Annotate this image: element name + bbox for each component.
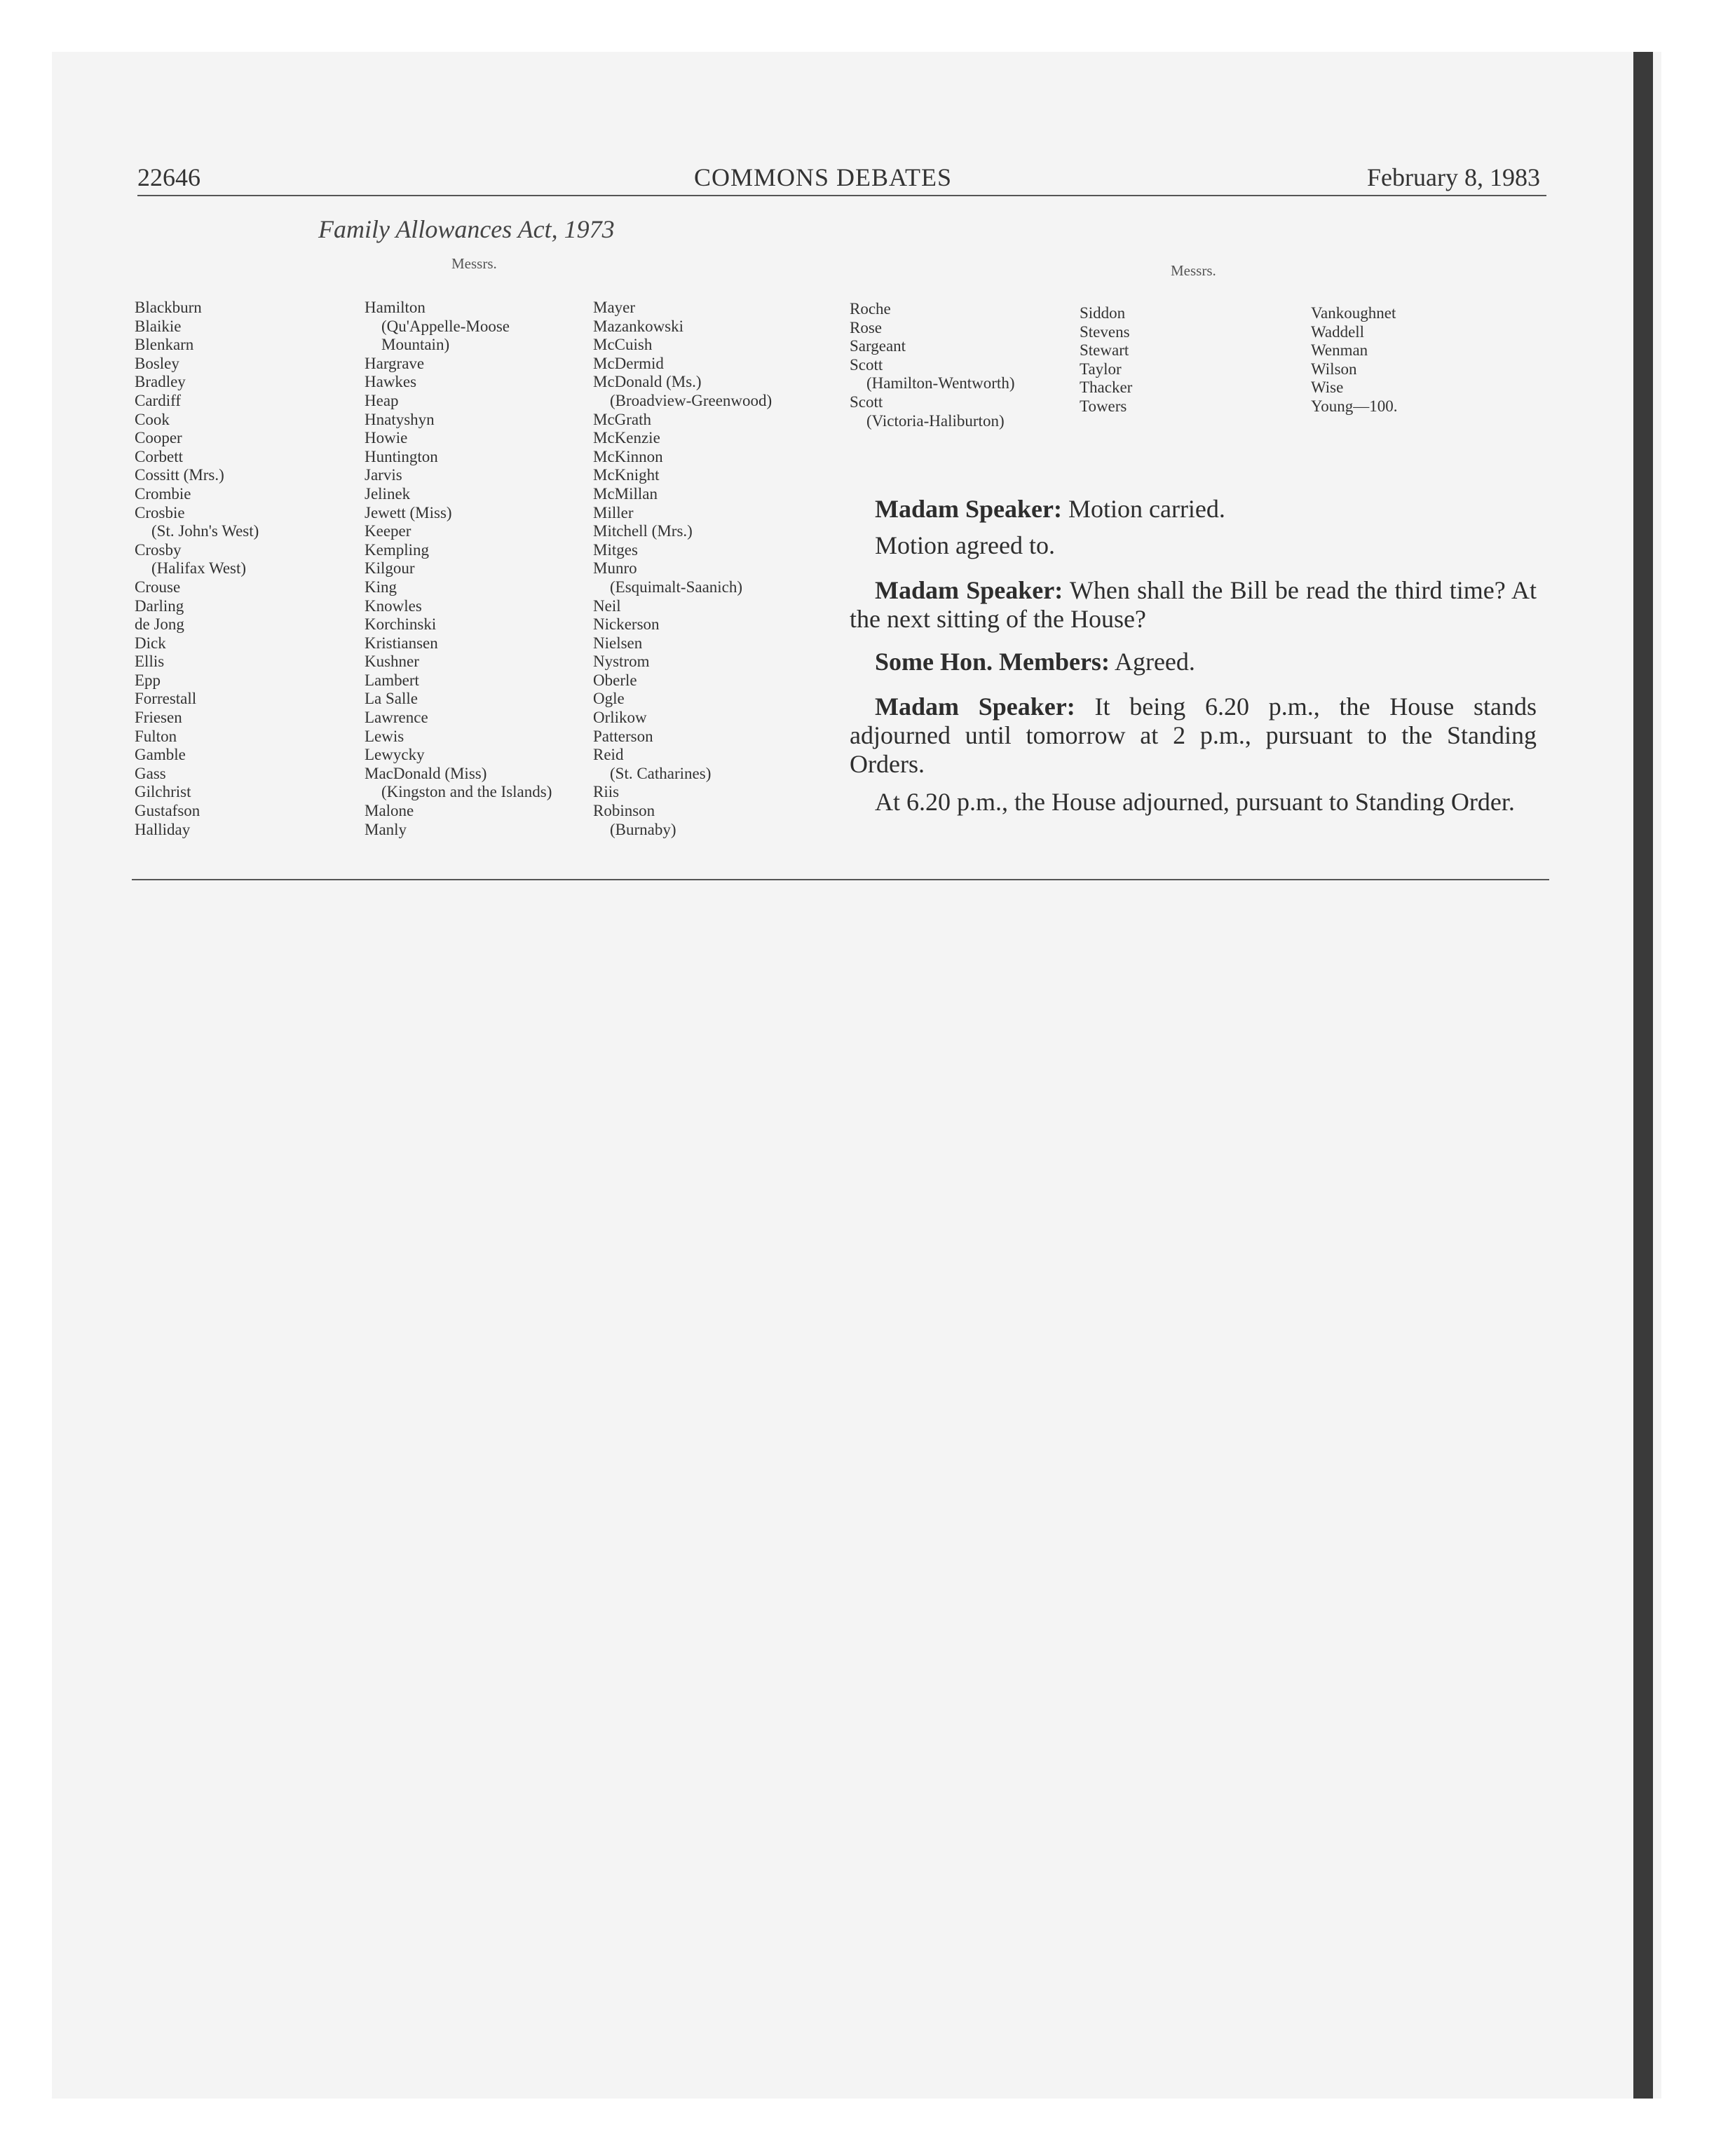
member-riding: (Victoria-Haliburton)	[866, 411, 1005, 430]
member-name: Robinson	[593, 802, 655, 820]
member-riding: (Halifax West)	[151, 559, 247, 578]
member-name: de Jong	[135, 615, 184, 634]
speaker-name: Madam Speaker:	[875, 692, 1075, 721]
member-name: Kristiansen	[365, 634, 438, 652]
member-name: McCuish	[593, 336, 653, 354]
member-riding: (Hamilton-Wentworth)	[866, 374, 1015, 393]
members-column-6	[1311, 304, 1398, 416]
page-number: 22646	[137, 163, 200, 191]
member-name: Hnatyshyn	[365, 410, 435, 428]
speaker-name: Madam Speaker:	[875, 576, 1063, 604]
member-riding: (Esquimalt-Saanich)	[610, 578, 743, 596]
member-name: Munro	[593, 559, 637, 578]
member-name: Scott	[850, 355, 883, 374]
member-name: Jarvis	[365, 466, 402, 484]
member-name: Hawkes	[365, 373, 417, 391]
member-name: Bosley	[135, 354, 179, 372]
member-name: Huntington	[365, 447, 438, 465]
proceeding-text: Motion agreed to.	[875, 531, 1055, 559]
member-name: Halliday	[135, 820, 191, 838]
member-name: Crosbie	[135, 503, 185, 521]
proceeding-paragraph	[850, 692, 1537, 779]
member-name: Mitges	[593, 540, 638, 559]
member-name: Hamilton	[365, 299, 426, 316]
member-name: Sargeant	[850, 337, 906, 355]
member-riding: (Qu'Appelle-Moose	[381, 317, 510, 335]
member-name: Vankoughnet	[1311, 304, 1396, 322]
member-name: Blaikie	[135, 317, 182, 335]
scan-edge-bar	[1633, 52, 1653, 2099]
member-name: Hargrave	[365, 354, 425, 372]
member-name: Patterson	[593, 727, 653, 745]
member-name: Blenkarn	[135, 336, 194, 354]
member-name: Lambert	[365, 671, 419, 689]
member-name: Waddell	[1311, 322, 1365, 341]
member-riding: Mountain)	[381, 336, 450, 354]
proceeding-paragraph	[850, 531, 1537, 560]
member-name: Cossitt (Mrs.)	[135, 466, 224, 484]
member-name: Korchinski	[365, 615, 437, 634]
member-name: Fulton	[135, 727, 177, 745]
member-name: Young—100.	[1311, 397, 1398, 415]
members-column-2	[365, 299, 552, 839]
member-name: Corbett	[135, 447, 183, 465]
member-name: McDermid	[593, 354, 664, 372]
member-name: Wilson	[1311, 360, 1357, 378]
member-name: Bradley	[135, 373, 186, 391]
member-name: Blackburn	[135, 299, 202, 316]
members-column-3	[593, 299, 772, 839]
member-riding: (Burnaby)	[610, 820, 676, 838]
member-name: Mazankowski	[593, 317, 684, 335]
member-name: Jelinek	[365, 484, 411, 503]
member-name: Reid	[593, 746, 624, 764]
member-name: Epp	[135, 671, 161, 689]
member-name: Siddon	[1080, 304, 1126, 322]
member-name: Kilgour	[365, 559, 415, 578]
member-name: Neil	[593, 596, 621, 615]
member-name: Wise	[1311, 378, 1344, 397]
proceeding-paragraph	[850, 788, 1537, 817]
member-name: Ellis	[135, 653, 165, 671]
member-name: MacDonald (Miss)	[365, 764, 487, 782]
member-riding: (St. Catharines)	[610, 764, 712, 782]
member-name: Nielsen	[593, 634, 643, 652]
member-name: Nickerson	[593, 615, 660, 634]
member-name: Kushner	[365, 653, 419, 671]
member-name: Crosby	[135, 540, 182, 559]
member-name: Darling	[135, 596, 184, 615]
member-name: Lawrence	[365, 709, 428, 727]
member-name: Towers	[1080, 397, 1127, 415]
member-name: Dick	[135, 634, 166, 652]
proceeding-paragraph	[850, 648, 1537, 676]
member-name: Roche	[850, 300, 891, 318]
member-name: Stevens	[1080, 322, 1130, 341]
member-name: Heap	[365, 391, 399, 409]
member-name: Cardiff	[135, 391, 182, 409]
messrs-label: Messrs.	[451, 255, 497, 272]
member-name: Taylor	[1080, 360, 1122, 378]
member-name: Knowles	[365, 596, 422, 615]
member-name: McGrath	[593, 410, 652, 428]
members-column-5	[1080, 304, 1132, 416]
member-riding: (Kingston and the Islands)	[381, 783, 552, 801]
member-name: Gustafson	[135, 802, 200, 820]
member-name: Thacker	[1080, 378, 1133, 397]
page-date: February 8, 1983	[1367, 163, 1540, 191]
member-name: Gamble	[135, 746, 186, 764]
member-name: McKnight	[593, 466, 660, 484]
member-name: Malone	[365, 802, 414, 820]
member-name: McMillan	[593, 484, 658, 503]
proceeding-paragraph	[850, 495, 1537, 524]
member-name: Rose	[850, 318, 882, 336]
member-riding: (St. John's West)	[151, 522, 259, 540]
member-riding: (Broadview-Greenwood)	[610, 391, 773, 409]
member-name: Mayer	[593, 299, 636, 316]
member-name: Friesen	[135, 709, 182, 727]
member-name: Gass	[135, 764, 166, 782]
member-name: Scott	[850, 393, 883, 411]
member-name: McKenzie	[593, 429, 660, 447]
proceeding-text: It being 6.20 p.m., the House stands adjourned until tomorrow at 2 p.m., pursuant to the Standing Orders.	[850, 692, 1537, 778]
footer-rule	[132, 879, 1549, 880]
member-name: Stewart	[1080, 341, 1129, 360]
speaker-name: Some Hon. Members:	[875, 648, 1110, 676]
member-name: Howie	[365, 429, 408, 447]
proceeding-text: At 6.20 p.m., the House adjourned, pursuant to Standing Order.	[875, 788, 1515, 816]
member-name: Crombie	[135, 484, 191, 503]
member-name: Ogle	[593, 690, 625, 708]
publication-title: COMMONS DEBATES	[694, 163, 953, 191]
member-name: Forrestall	[135, 690, 197, 708]
member-name: Cook	[135, 410, 170, 428]
member-name: Lewis	[365, 727, 404, 745]
member-name: Riis	[593, 783, 620, 801]
proceeding-text: Agreed.	[1109, 648, 1195, 676]
member-name: La Salle	[365, 690, 418, 708]
member-name: Miller	[593, 503, 634, 521]
messrs-label: Messrs.	[1171, 262, 1216, 279]
member-name: Gilchrist	[135, 783, 191, 801]
member-name: Manly	[365, 820, 407, 838]
member-name: Cooper	[135, 429, 182, 447]
member-name: Lewycky	[365, 746, 425, 764]
member-name: Oberle	[593, 671, 637, 689]
proceeding-paragraph	[850, 576, 1537, 634]
member-name: Orlikow	[593, 709, 647, 727]
member-name: Kempling	[365, 540, 429, 559]
member-name: Keeper	[365, 522, 411, 540]
member-name: Mitchell (Mrs.)	[593, 522, 693, 540]
member-name: Nystrom	[593, 653, 650, 671]
member-name: Wenman	[1311, 341, 1368, 360]
member-name: McKinnon	[593, 447, 663, 465]
header-rule	[137, 195, 1546, 196]
member-name: McDonald (Ms.)	[593, 373, 702, 391]
proceeding-text: When shall the Bill be read the third time? At the next sitting of the House?	[850, 576, 1537, 633]
member-name: Crouse	[135, 578, 181, 596]
member-name: Jewett (Miss)	[365, 503, 452, 521]
members-column-4	[850, 300, 1014, 430]
speaker-name: Madam Speaker:	[875, 495, 1062, 523]
member-name: King	[365, 578, 397, 596]
proceeding-text: Motion carried.	[1061, 495, 1225, 523]
act-title: Family Allowances Act, 1973	[318, 215, 615, 243]
members-column-1	[135, 299, 259, 839]
